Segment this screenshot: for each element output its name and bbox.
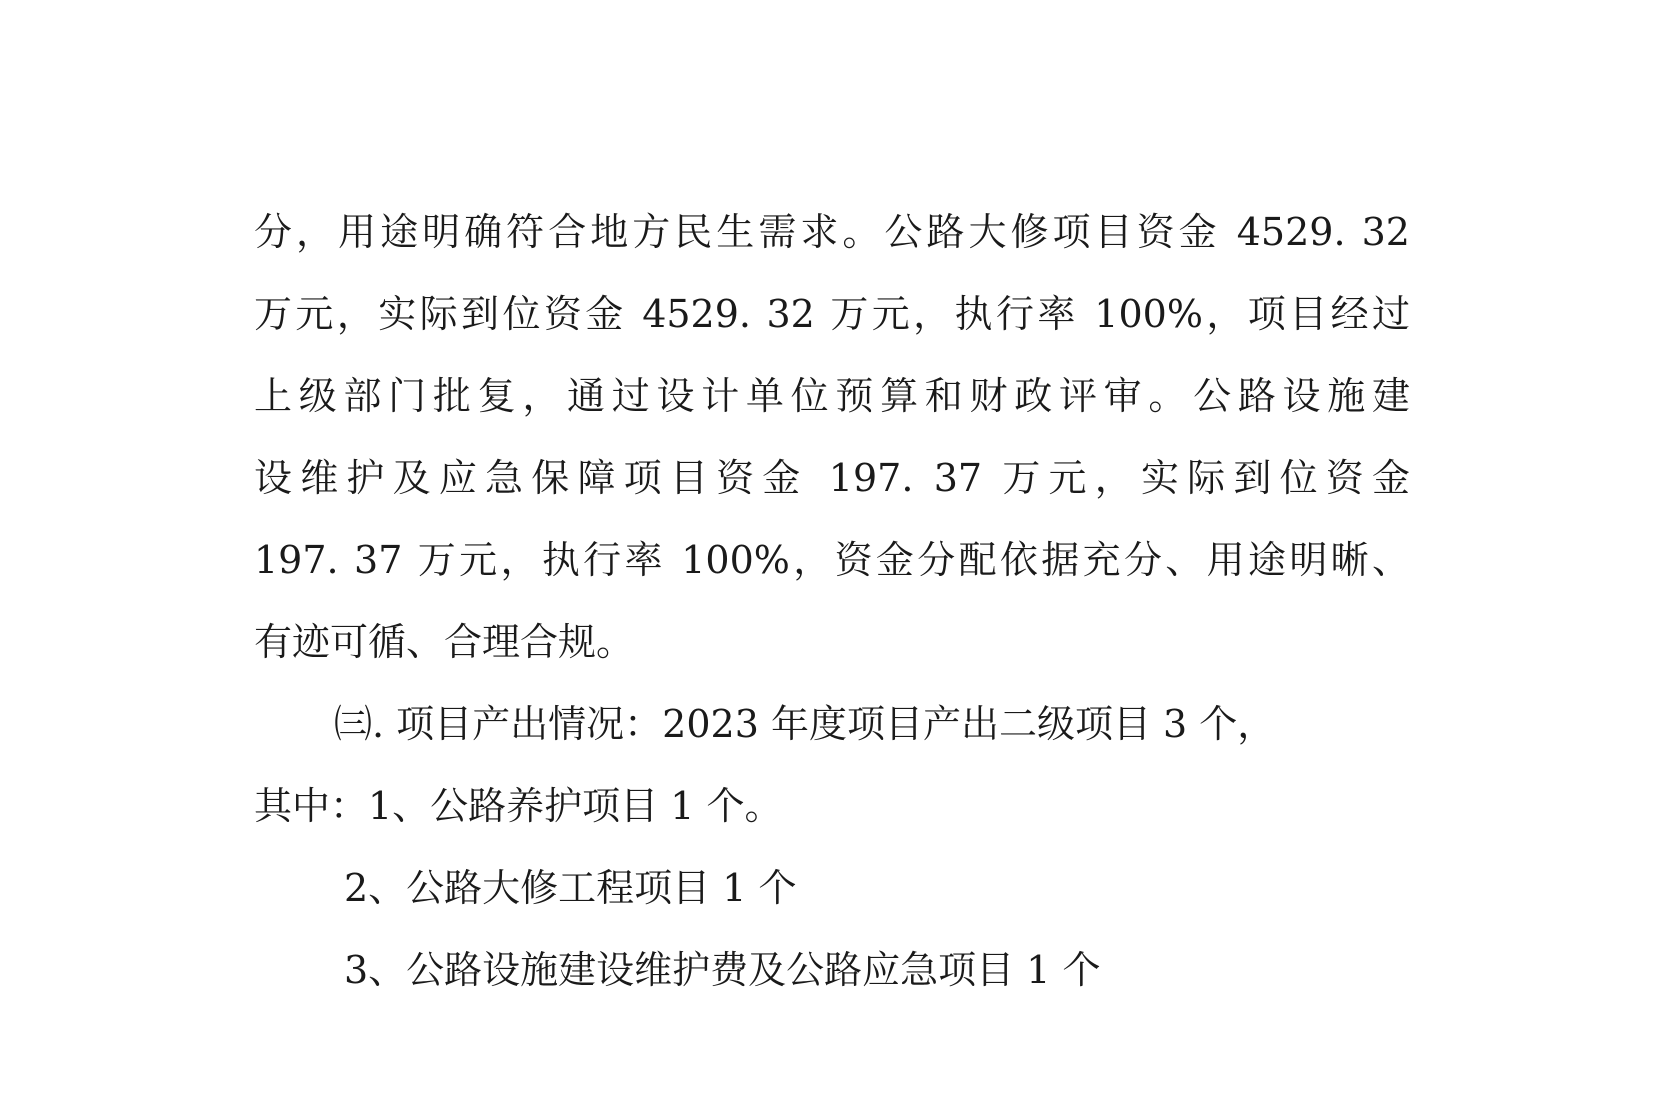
- paragraph-line: 万元，实际到位资金 4529. 32 万元，执行率 100%，项目经过: [254, 292, 1410, 336]
- paragraph-line: 197. 37 万元，执行率 100%，资金分配依据充分、用途明晰、: [254, 538, 1410, 582]
- paragraph-line: 上级部门批复，通过设计单位预算和财政评审。公路设施建: [254, 374, 1410, 418]
- section-continuation: 其中：1、公路养护项目 1 个。: [254, 784, 783, 828]
- paragraph-line: 设维护及应急保障项目资金 197. 37 万元，实际到位资金: [254, 456, 1410, 500]
- section-heading: ㈢. 项目产出情况：2023 年度项目产出二级项目 3 个，: [334, 702, 1276, 746]
- paragraph-line: 有迹可循、合理合规。: [254, 620, 635, 664]
- list-item: 3、公路设施建设维护费及公路应急项目 1 个: [344, 948, 1101, 992]
- list-item: 2、公路大修工程项目 1 个: [344, 866, 797, 910]
- paragraph-line: 分，用途明确符合地方民生需求。公路大修项目资金 4529. 32: [254, 210, 1410, 254]
